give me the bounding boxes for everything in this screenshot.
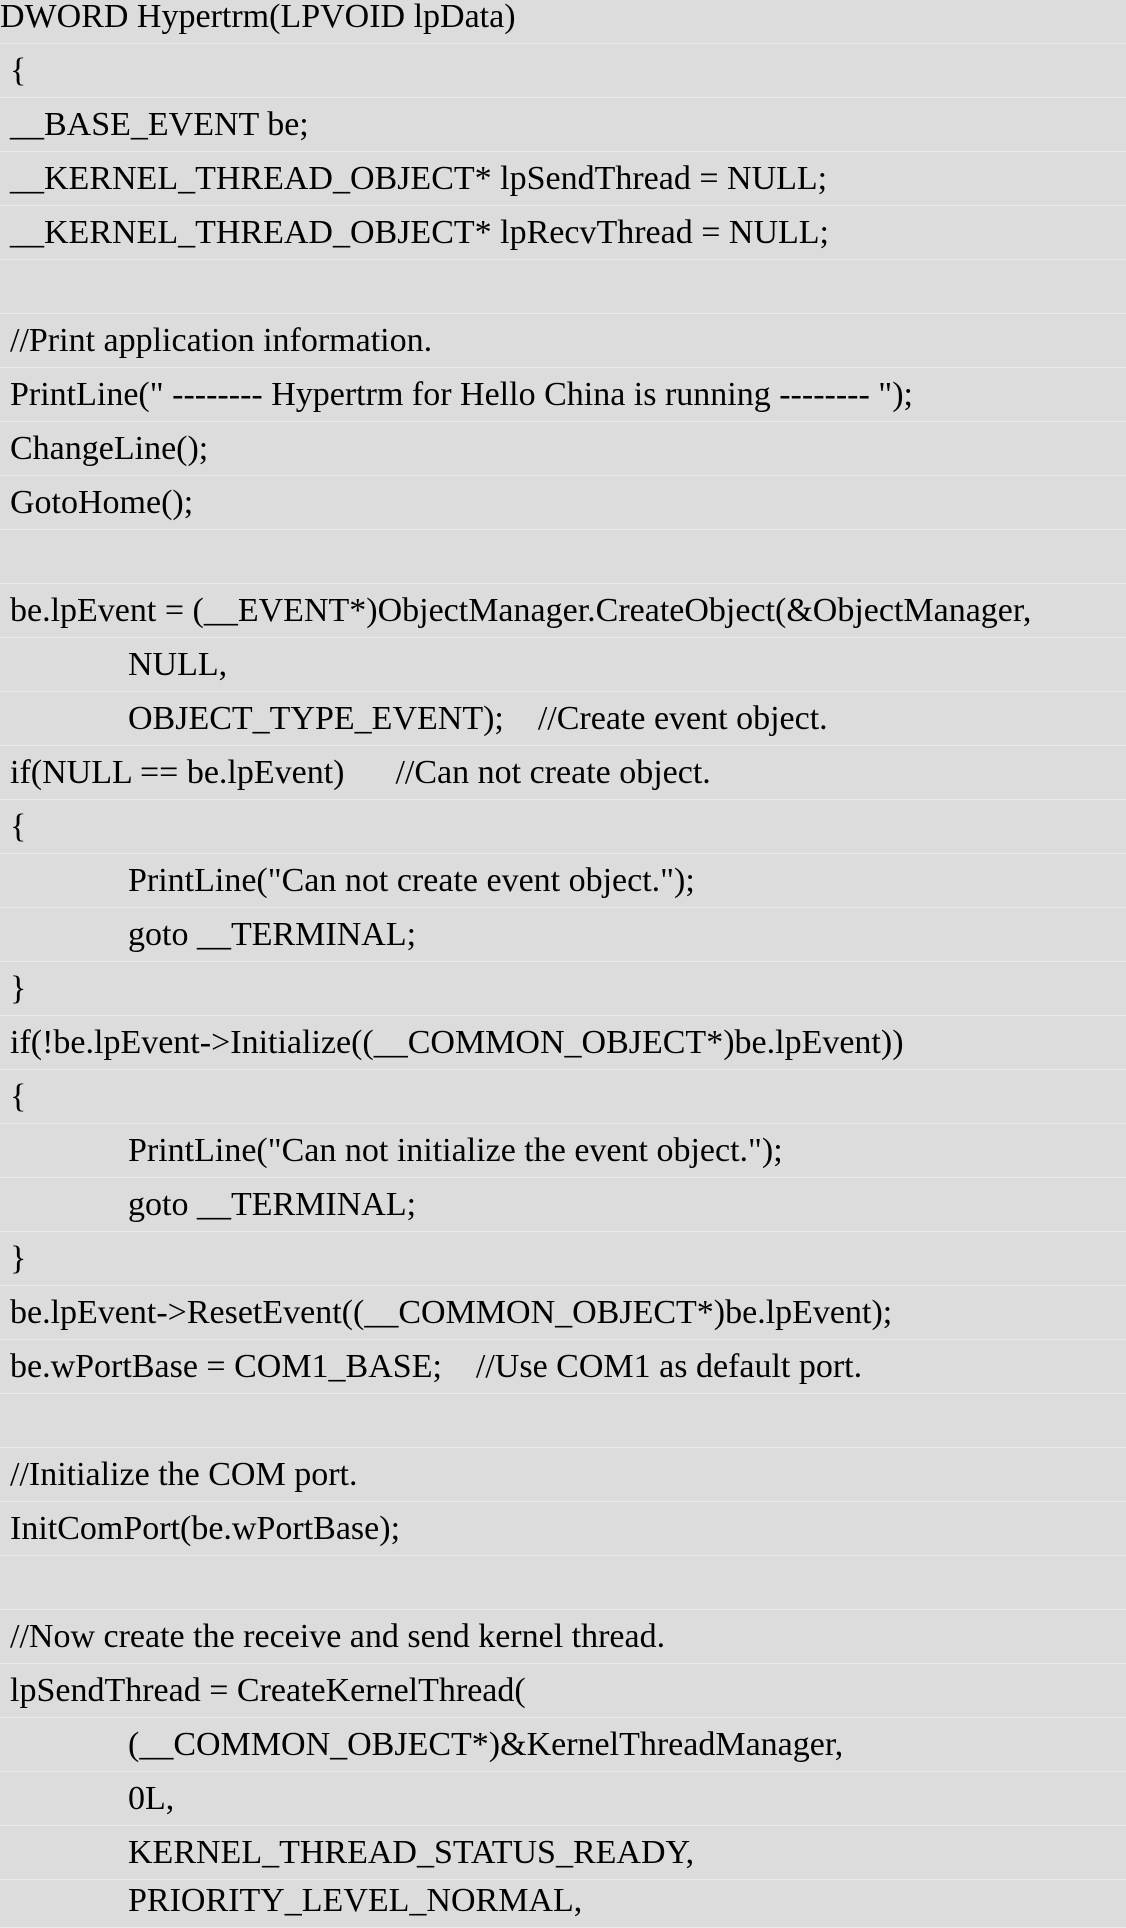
code-line: goto __TERMINAL; [0, 908, 1126, 962]
code-line: //Now create the receive and send kernel thread. [0, 1610, 1126, 1664]
code-line: } [0, 1232, 1126, 1286]
code-line: PrintLine("Can not create event object."); [0, 854, 1126, 908]
code-line: PrintLine("Can not initialize the event object."); [0, 1124, 1126, 1178]
code-line: 0L, [0, 1772, 1126, 1826]
code-line: __KERNEL_THREAD_OBJECT* lpSendThread = NULL; [0, 152, 1126, 206]
code-line: PRIORITY_LEVEL_NORMAL, [0, 1874, 1126, 1928]
code-line: GotoHome(); [0, 476, 1126, 530]
code-line: } [0, 962, 1126, 1016]
code-line: ChangeLine(); [0, 422, 1126, 476]
code-line: if(NULL == be.lpEvent) //Can not create object. [0, 746, 1126, 800]
code-line: lpSendThread = CreateKernelThread( [0, 1664, 1126, 1718]
code-line: KERNEL_THREAD_STATUS_READY, [0, 1826, 1126, 1880]
code-line: be.wPortBase = COM1_BASE; //Use COM1 as default port. [0, 1340, 1126, 1394]
code-line: { [0, 800, 1126, 854]
code-line: PrintLine(" -------- Hypertrm for Hello China is running -------- "); [0, 368, 1126, 422]
code-line [0, 260, 1126, 314]
code-line: goto __TERMINAL; [0, 1178, 1126, 1232]
code-line [0, 1556, 1126, 1610]
code-line: (__COMMON_OBJECT*)&KernelThreadManager, [0, 1718, 1126, 1772]
code-line: //Print application information. [0, 314, 1126, 368]
code-line: DWORD Hypertrm(LPVOID lpData) [0, 0, 1126, 44]
code-line: __BASE_EVENT be; [0, 98, 1126, 152]
code-line: //Initialize the COM port. [0, 1448, 1126, 1502]
code-line: be.lpEvent = (__EVENT*)ObjectManager.CreateObject(&ObjectManager, [0, 584, 1126, 638]
code-line: if(!be.lpEvent->Initialize((__COMMON_OBJECT*)be.lpEvent)) [0, 1016, 1126, 1070]
code-line: OBJECT_TYPE_EVENT); //Create event object. [0, 692, 1126, 746]
code-line: __KERNEL_THREAD_OBJECT* lpRecvThread = NULL; [0, 206, 1126, 260]
code-line [0, 530, 1126, 584]
code-line [0, 1394, 1126, 1448]
code-line: InitComPort(be.wPortBase); [0, 1502, 1126, 1556]
code-line: { [0, 44, 1126, 98]
code-line: { [0, 1070, 1126, 1124]
code-line: NULL, [0, 638, 1126, 692]
code-line: be.lpEvent->ResetEvent((__COMMON_OBJECT*)be.lpEvent); [0, 1286, 1126, 1340]
